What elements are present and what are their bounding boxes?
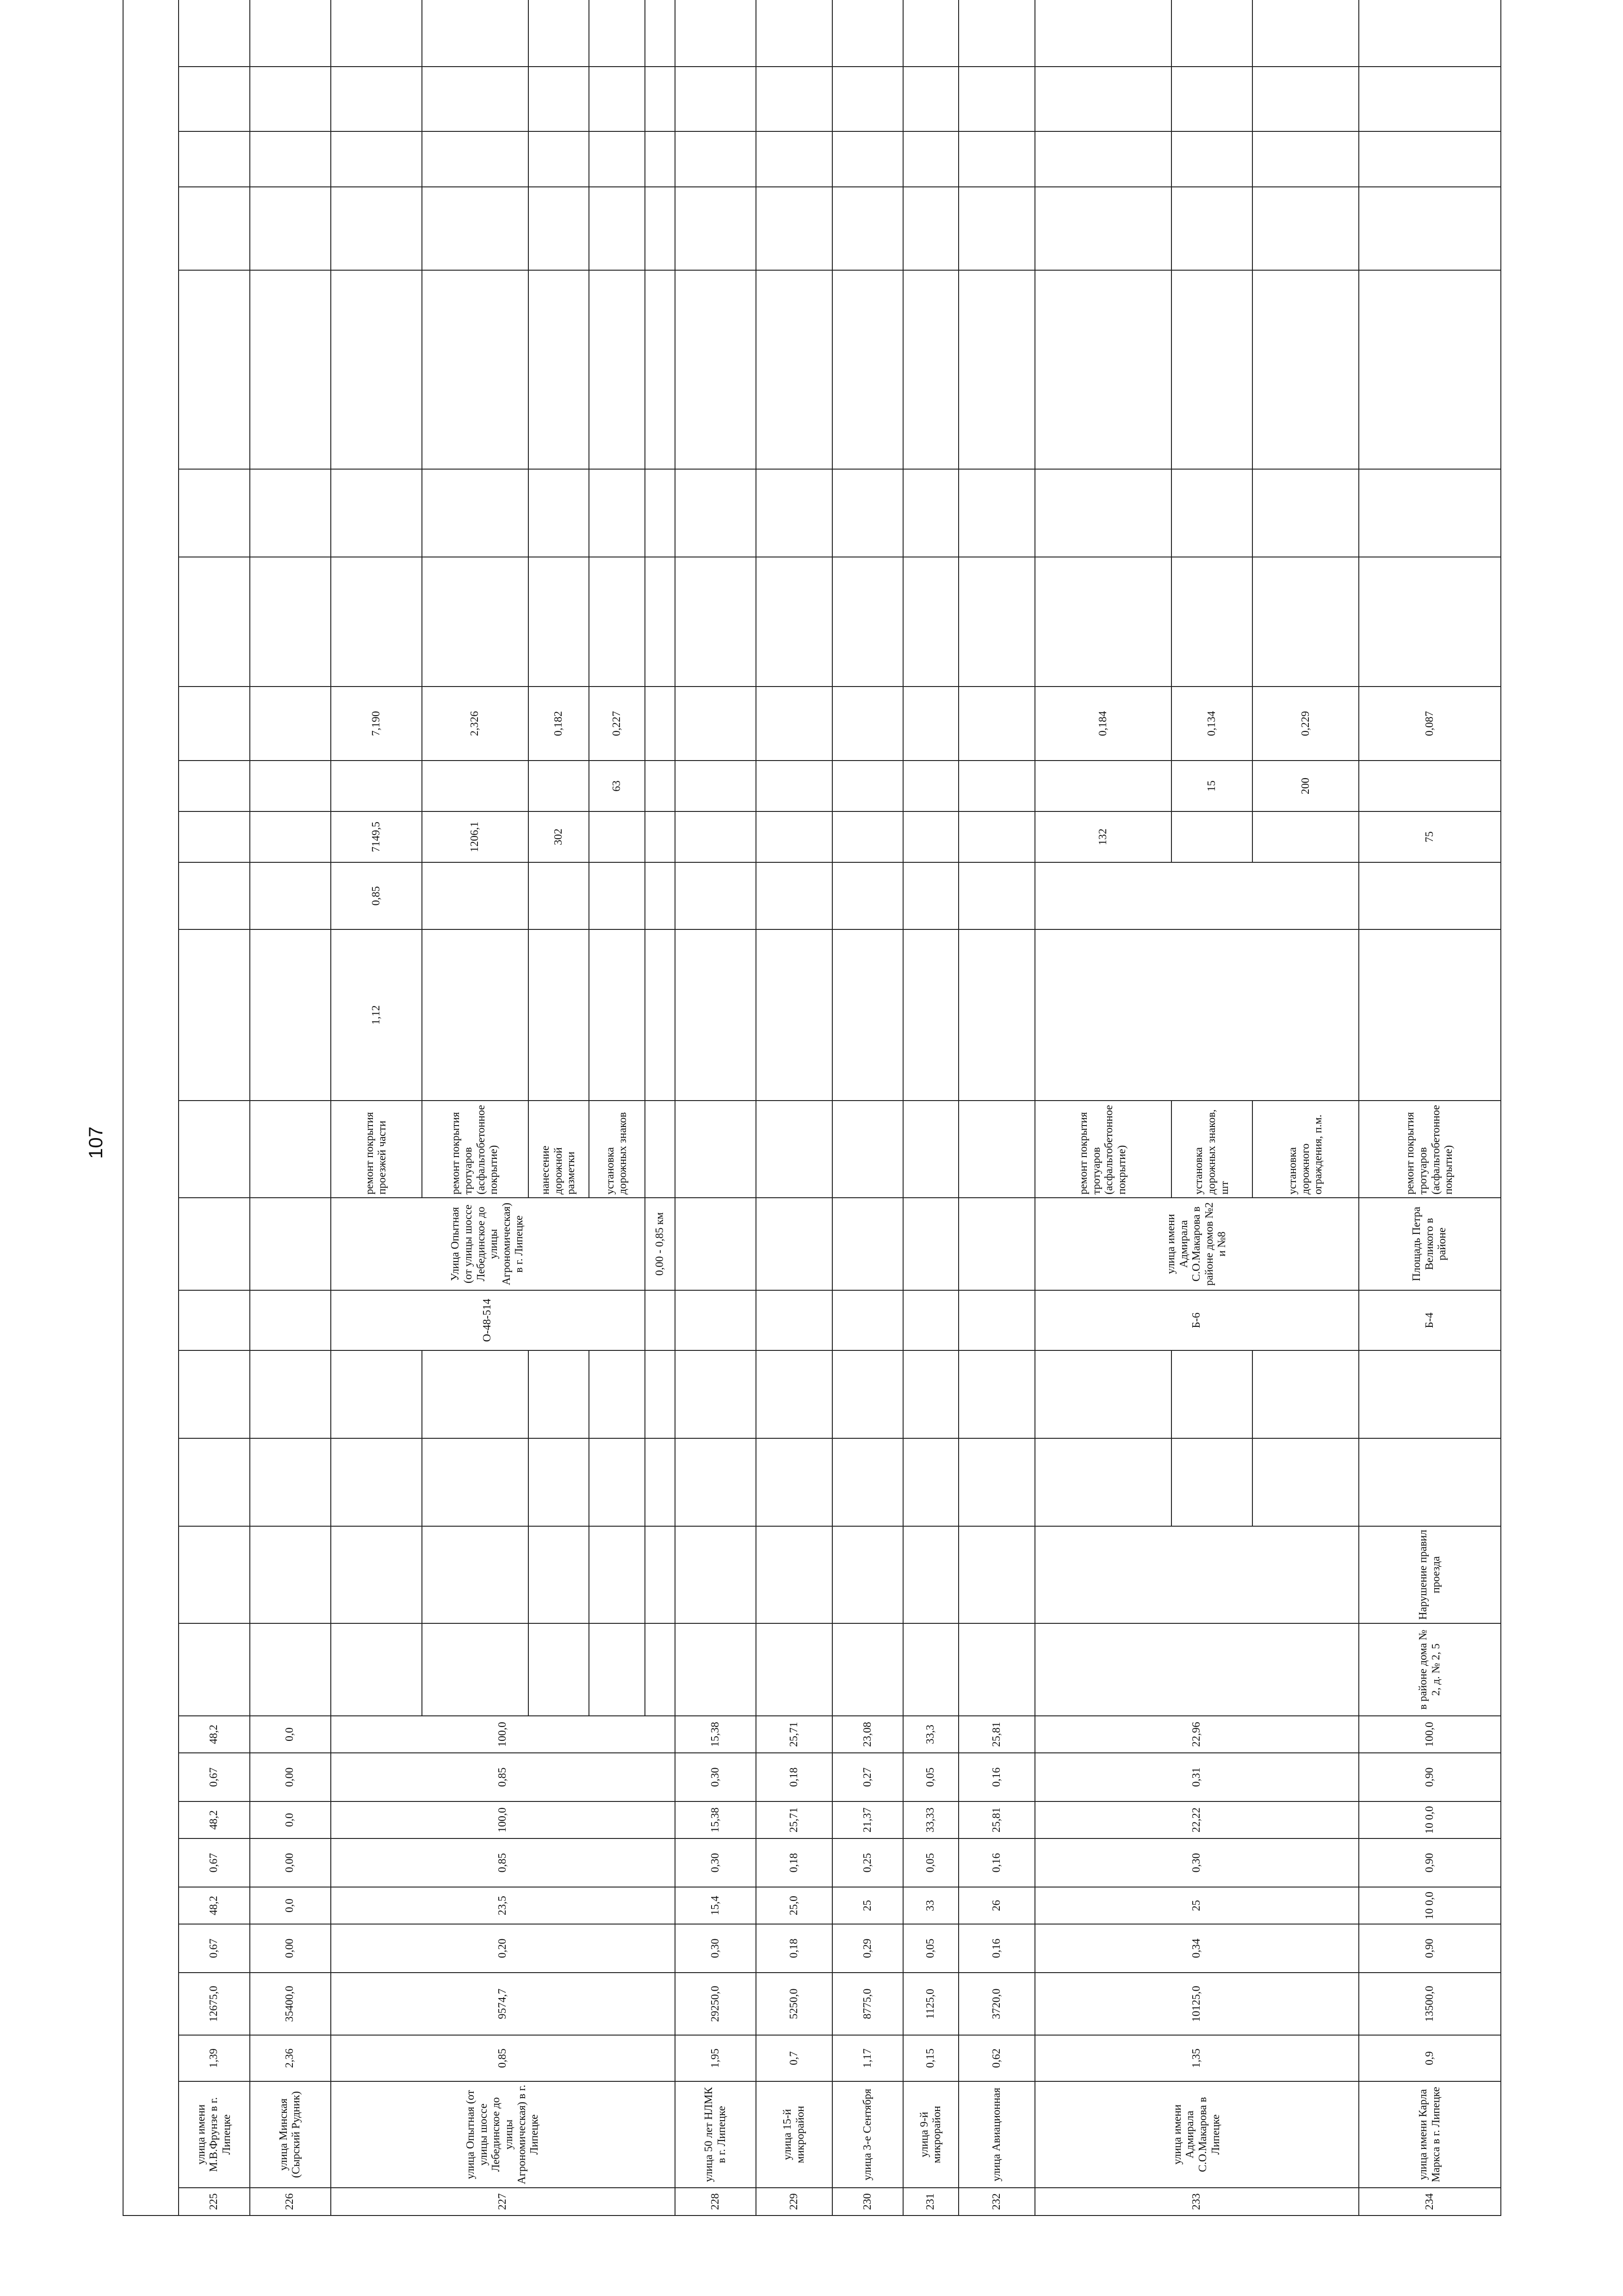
work-name: ремонт покрытия тротуаров (асфальтобетонное покрытие) bbox=[1359, 1101, 1501, 1198]
table-row: 231 улица 9-й микрорайон 0,15 1125,0 0,05 33 0,05 33,33 0,05 33,3 bbox=[903, 0, 959, 2216]
km-range: 0,00 - 0,85 км bbox=[645, 1198, 675, 1290]
work-name: ремонт покрытия проезжей части bbox=[331, 1101, 422, 1198]
road-name: улица 50 лет НЛМК в г. Липецке bbox=[675, 2081, 756, 2188]
work-name: установка дорожных знаков bbox=[589, 1101, 644, 1198]
table-row: 234 улица имени Карла Маркса в г. Липецке 0,9 13500,0 0,90 10 0,0 0,90 10 0,0 0,90 100,0 в районе дома № 2, д. № 2, 5 Нарушение правил проезда Б-4 Площадь Петра Великого в районе ремонт покрытия тротуаров (асфальтобетонное покрытие) 75 0,087 bbox=[1359, 0, 1501, 2216]
work-name: ремонт покрытия тротуаров (асфальтобетонное покрытие) bbox=[1035, 1101, 1172, 1198]
row-number: 225 bbox=[179, 2188, 249, 2216]
road-name: улица Опытная (от улицы шоссе Лебединское до улицы Агрономическая) в г. Липецке bbox=[331, 2081, 675, 2188]
row-number: 228 bbox=[675, 2188, 756, 2216]
table-row: 228 улица 50 лет НЛМК в г. Липецке 1,95 29250,0 0,30 15,4 0,30 15,38 0,30 15,38 bbox=[675, 0, 756, 2216]
table-row: 229 улица 15-й микрорайон 0,7 5250,0 0,18 25,0 0,18 25,71 0,18 25,71 bbox=[756, 0, 832, 2216]
road-name: улица 3-е Сентября bbox=[832, 2081, 903, 2188]
road-name: улица Авиационная bbox=[959, 2081, 1035, 2188]
row-number: 233 bbox=[1035, 2188, 1359, 2216]
work-name: ремонт покрытия тротуаров (асфальтобетонное покрытие) bbox=[422, 1101, 528, 1198]
page-number: 107 bbox=[85, 1126, 106, 1159]
road-name: улица 9-й микрорайон bbox=[903, 2081, 959, 2188]
table-row: 232 улица Авиационная 0,62 3720,0 0,16 26 0,16 25,81 0,16 25,81 bbox=[959, 0, 1035, 2216]
work-name: нанесение дорожной разметки bbox=[528, 1101, 589, 1198]
row-number: 232 bbox=[959, 2188, 1035, 2216]
row-number: 229 bbox=[756, 2188, 832, 2216]
row-number: 227 bbox=[331, 2188, 675, 2216]
table-row: 233 улица имени Адмирала С.О.Макарова в Липецке 1,35 10125,0 0,34 25 0,30 22,22 0,31 22,96 Б-6 улица имени Адмирала С.О.Макарова в районе домов №2 и №8 ремонт покрытия тротуаров (асфальтобетонное покрытие) 132 0,184 bbox=[1035, 0, 1172, 2216]
table-row: 230 улица 3-е Сентября 1,17 8775,0 0,29 25 0,25 21,37 0,27 23,08 bbox=[832, 0, 903, 2216]
work-name: установка дорожных знаков, шт bbox=[1171, 1101, 1252, 1198]
row-number: 226 bbox=[250, 2188, 331, 2216]
road-name: улица имени Адмирала С.О.Макарова в Липецке bbox=[1035, 2081, 1359, 2188]
row-number: 230 bbox=[832, 2188, 903, 2216]
rotated-table-wrapper bbox=[123, 69, 1501, 2216]
road-code: О-48-514 bbox=[331, 1290, 645, 1350]
row-number: 234 bbox=[1359, 2188, 1501, 2216]
road-name: улица Минская (Сырский Рудник) bbox=[250, 2081, 331, 2188]
location: в районе дома № 2, д. № 2, 5 bbox=[1359, 1623, 1501, 1716]
road-name: улица имени Карла Маркса в г. Липецке bbox=[1359, 2081, 1501, 2188]
violation: Нарушение правил проезда bbox=[1359, 1526, 1501, 1623]
table-row-top bbox=[123, 0, 179, 2216]
table-row: 225 улица имени М.В.Фрунзе в г. Липецке 1,39 12675,0 0,67 48,2 0,67 48,2 0,67 48,2 bbox=[179, 0, 249, 2216]
row-number: 231 bbox=[903, 2188, 959, 2216]
work-name: установка дорожного ограждения, п.м. bbox=[1252, 1101, 1359, 1198]
road-repair-table: 225 улица имени М.В.Фрунзе в г. Липецке 1,39 12675,0 0,67 48,2 0,67 48,2 0,67 48,2 226 улица Минская (Сырский Рудник) 2,36 35400,0 0,00 0,0 0,00 0,0 0,00 0,0 227 улица Опытная (от улицы шоссе Лебединское до улицы Агрономическая) в г. Липецке 0,85 9574,7 0,20 23,5 0,85 100,0 0,85 100,0 О-48-514 Улица Опытная (от улицы шоссе Лебединское до улицы Агрономическая) в г. Липецке ремонт покрытия проезжей части 1,12 0,85 7149,5 7,190 ремонт покрытия тротуаров (асфальтобетонное покрытие) 1206,1 2,326 нанесение дорожной разметки 302 0,182 установка дорожных знаков 63 0,227 0,00 - 0,85 км 228 улица 50 лет НЛМК в г. Липецке 1,95 29250,0 0,30 15,4 0,30 15,38 0,30 15,38 229 улица 15-й микрорайон 0,7 5250,0 0,18 25,0 0,18 25,71 0,18 25,71 230 улица 3-е Сентября 1,17 8775,0 0,29 25 0,25 21,37 0,27 23,08 231 улица 9-й микрорайон 0,15 1125,0 0,05 33 0,05 33,33 0,05 33,3 232 улица Авиационная 0,62 3720,0 0,16 26 0,16 25,81 0,16 25,81 233 улица имени Адмирала С.О.Макарова в Липецке 1,35 10125,0 0,34 25 0,30 22,22 0,31 22,96 Б-6 улица имени Адмирала С.О.Макарова в районе домов №2 и №8 ремонт покрытия тротуаров (асфальтобетонное покрытие) 132 0,184 установка дорожных знаков, шт 15 0,134 установка дорожного ограждения, п.м. 200 0,229 234 улица имени Карла Маркса в г. Липецке 0,9 13500,0 0,90 10 0,0 0,90 10 0,0 0,90 100,0 в районе дома № 2, д. № 2, 5 Нарушение правил проезда Б-4 Площадь Петра Великого в районе ремонт покрытия тротуаров (асфальтобетонное покрытие) 75 0,087 bbox=[123, 0, 1501, 2216]
road-code: Б-6 bbox=[1035, 1290, 1359, 1350]
place: Улица Опытная (от улицы шоссе Лебединское до улицы Агрономическая) в г. Липецке bbox=[331, 1198, 645, 1290]
table-row: 227 улица Опытная (от улицы шоссе Лебединское до улицы Агрономическая) в г. Липецке 0,85 9574,7 0,20 23,5 0,85 100,0 0,85 100,0 О-48-514 Улица Опытная (от улицы шоссе Лебединское до улицы Агрономическая) в г. Липецке ремонт покрытия проезжей части 1,12 0,85 7149,5 7,190 bbox=[331, 0, 422, 2216]
table-row: 226 улица Минская (Сырский Рудник) 2,36 35400,0 0,00 0,0 0,00 0,0 0,00 0,0 bbox=[250, 0, 331, 2216]
road-code: Б-4 bbox=[1359, 1290, 1501, 1350]
place: Площадь Петра Великого в районе bbox=[1359, 1198, 1501, 1290]
place: улица имени Адмирала С.О.Макарова в районе домов №2 и №8 bbox=[1035, 1198, 1359, 1290]
road-name: улица 15-й микрорайон bbox=[756, 2081, 832, 2188]
road-name: улица имени М.В.Фрунзе в г. Липецке bbox=[179, 2081, 249, 2188]
